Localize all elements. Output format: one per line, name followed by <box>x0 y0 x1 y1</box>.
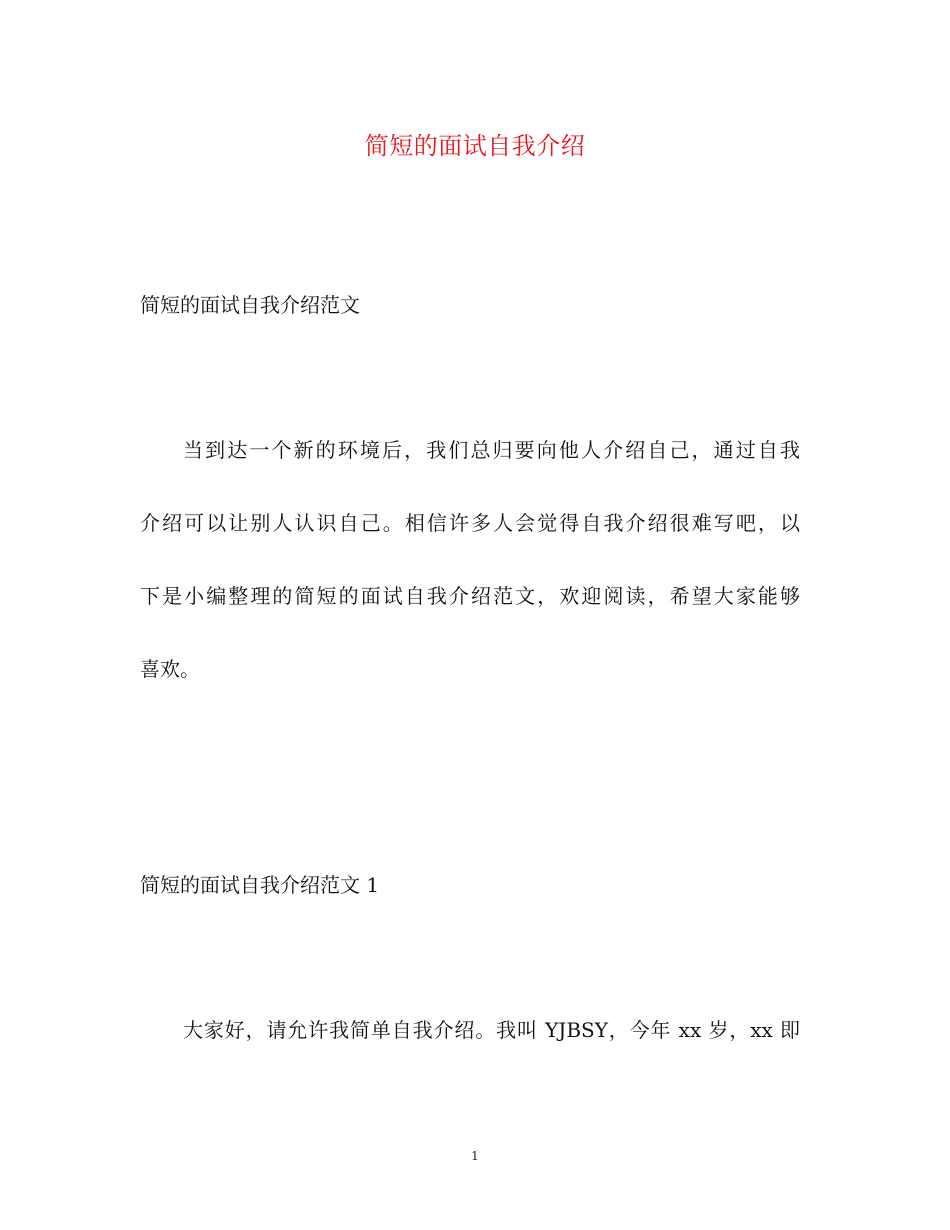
intro-paragraph-line: 喜欢。 <box>140 657 200 681</box>
page-number: 1 <box>471 1149 479 1163</box>
document-title: 简短的面试自我介绍 <box>364 132 586 160</box>
sample-heading: 简短的面试自我介绍范文 1 <box>140 873 380 897</box>
intro-paragraph-line: 下是小编整理的简短的面试自我介绍范文，欢迎阅读，希望大家能够 <box>140 584 800 608</box>
intro-paragraph-line: 当到达一个新的环境后，我们总归要向他人介绍自己，通过自我 <box>183 438 800 462</box>
sample-paragraph-line: 大家好，请允许我简单自我介绍。我叫 YJBSY，今年 xx 岁，xx 即 <box>183 1018 800 1042</box>
section-heading: 简短的面试自我介绍范文 <box>140 293 360 317</box>
intro-paragraph-line: 介绍可以让别人认识自己。相信许多人会觉得自我介绍很难写吧，以 <box>140 511 800 535</box>
